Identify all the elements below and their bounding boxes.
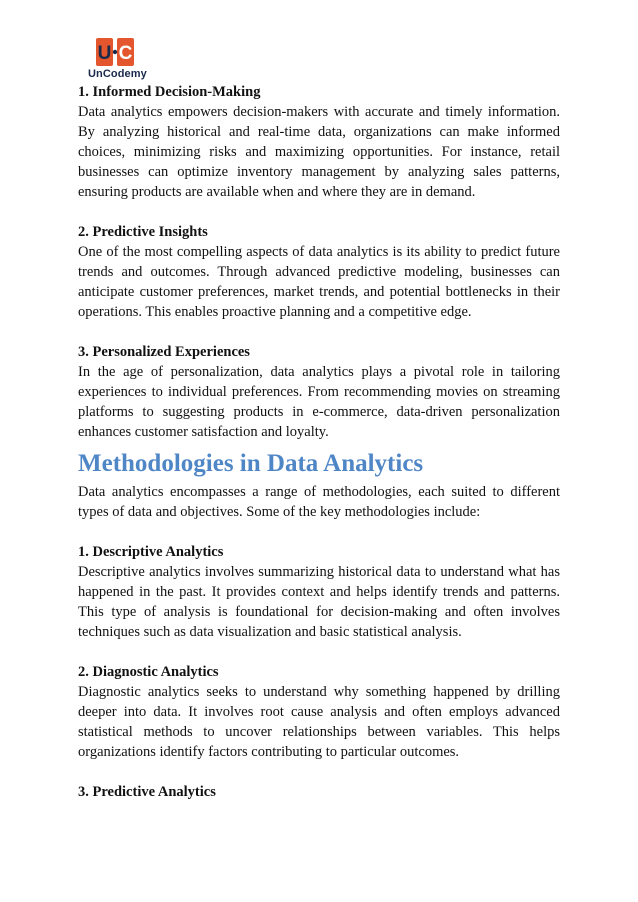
- section-heading-predictive-insights: 2. Predictive Insights: [78, 224, 208, 240]
- method-heading-predictive: 3. Predictive Analytics: [78, 784, 216, 800]
- uncodemy-logo: [88, 38, 146, 82]
- section-body-predictive-insights: One of the most compelling aspects of data analytics is its ability to predict future trends and outcomes. Through advanced predictive modeling, businesses can anticipate customer preferences, market trends, and potential bottlenecks in their operations. This enables proactive planning and a competitive edge.: [78, 244, 560, 320]
- document-body: [78, 82, 560, 802]
- methodologies-intro: Data analytics encompasses a range of methodologies, each suited to different types of data and objectives. Some of the key methodologies include:: [78, 484, 560, 520]
- method-heading-descriptive: 1. Descriptive Analytics: [78, 544, 224, 560]
- logo-badge-left: U: [97, 43, 112, 64]
- method-heading-diagnostic: 2. Diagnostic Analytics: [78, 664, 219, 680]
- logo-badge-right: C: [118, 43, 133, 64]
- logo-wordmark: UnCodemy: [88, 68, 147, 80]
- section-body-informed-decision-making: Data analytics empowers decision-makers with accurate and timely information. By analyzing historical and real-time data, organizations can make informed choices, minimizing risks and maximizing opportunities. For instance, retail businesses can optimize inventory management by analyzing sales patterns, ensuring products are available when and where they are in demand.: [78, 104, 560, 200]
- section-body-personalized-experiences: In the age of personalization, data analytics plays a pivotal role in tailoring experiences to individual preferences. From recommending movies on streaming platforms to suggesting products in e-commerce, data-driven personalization enhances customer satisfaction and loyalty.: [78, 364, 560, 440]
- section-heading-informed-decision-making: 1. Informed Decision-Making: [78, 84, 261, 100]
- logo-badge-icon: [96, 38, 134, 66]
- method-body-diagnostic: Diagnostic analytics seeks to understand why something happened by drilling deeper into data. It involves root cause analysis and often employs advanced statistical methods to uncover relationships between variables. This helps organizations identify factors contributing to particular outcomes.: [78, 684, 560, 760]
- section-heading-personalized-experiences: 3. Personalized Experiences: [78, 344, 250, 360]
- method-body-descriptive: Descriptive analytics involves summarizing historical data to understand what has happened in the past. It provides context and helps identify trends and patterns. This type of analysis is foundational for decision-making and often involves techniques such as data visualization and basic statistical analysis.: [78, 564, 560, 640]
- methodologies-title: Methodologies in Data Analytics: [78, 450, 424, 477]
